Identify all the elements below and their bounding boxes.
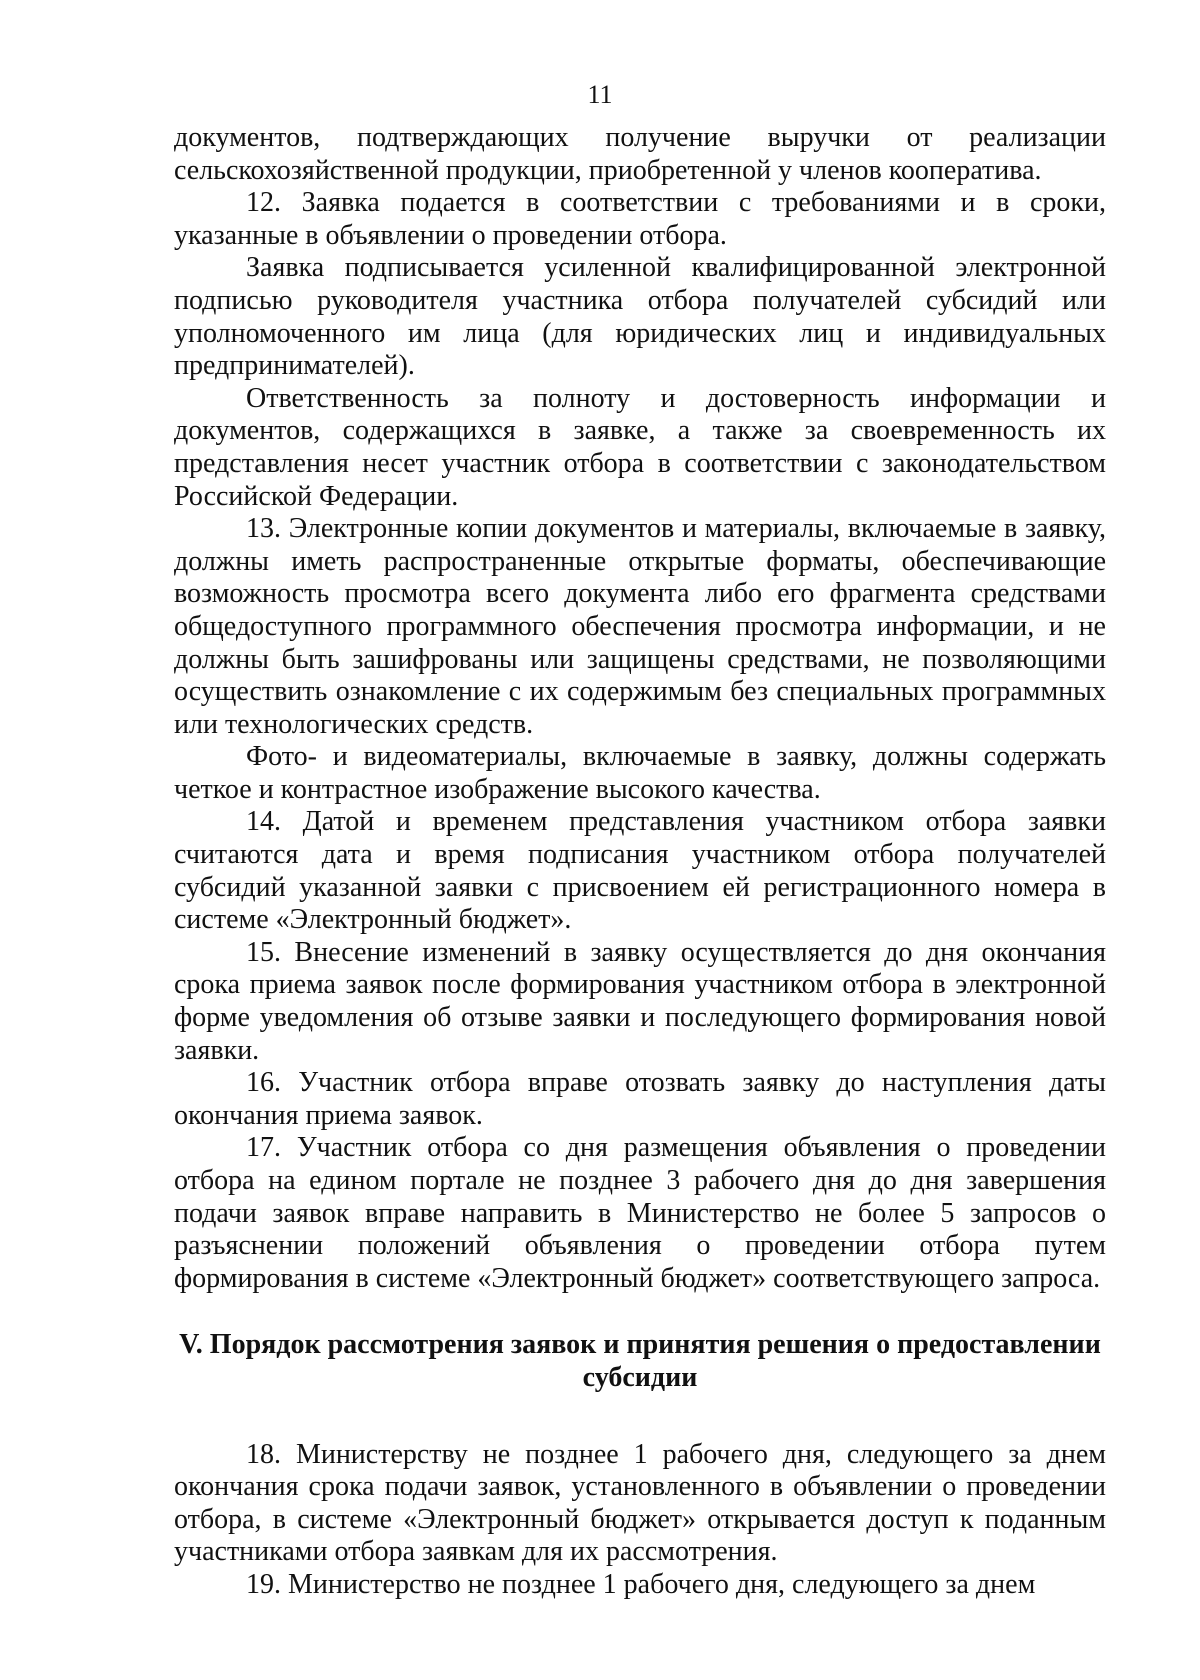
paragraph-continuation: документов, подтверждающих получение выручки от реализации сельскохозяйственной продукции, приобретенной у членов кооператива. bbox=[174, 122, 1106, 186]
paragraph-15: 15. Внесение изменений в заявку осуществляется до дня окончания срока приема заявок после формирования участником отбора в электронной форме уведомления об отзыве заявки и последующего формирования новой заявки. bbox=[174, 936, 1106, 1066]
paragraph-19: 19. Министерство не позднее 1 рабочего дня, следующего за днем bbox=[246, 1568, 1036, 1600]
paragraph-14: 14. Датой и временем представления участником отбора заявки считаются дата и время подписания участником отбора получателей субсидий указанной заявки с присвоением ей регистрационного номера в системе «Электронный бюджет». bbox=[174, 806, 1106, 936]
paragraph-16: 16. Участник отбора вправе отозвать заявку до наступления даты окончания приема заявок. bbox=[174, 1067, 1106, 1131]
paragraph-18: 18. Министерству не позднее 1 рабочего дня, следующего за днем окончания срока подачи заявок, установленного в объявлении о проведении отбора, в системе «Электронный бюджет» открывается доступ к поданным участниками отбора заявкам для их рассмотрения. bbox=[174, 1438, 1106, 1568]
section-heading: V. Порядок рассмотрения заявок и принятия решения о предоставлении субсидии bbox=[179, 1329, 1101, 1393]
paragraph-17: 17. Участник отбора со дня размещения объявления о проведении отбора на едином портале не позднее 3 рабочего дня до дня завершения подачи заявок вправе направить в Министерство не более 5 запросов о разъяснении положений объявления о проведении отбора путем формирования в системе «Электронный бюджет» соответствующего запроса. bbox=[174, 1132, 1106, 1294]
paragraph-13-media: Фото- и видеоматериалы, включаемые в заявку, должны содержать четкое и контрастное изображение высокого качества. bbox=[174, 741, 1106, 805]
paragraph-12-signature: Заявка подписывается усиленной квалифицированной электронной подписью руководителя участника отбора получателей субсидий или уполномоченного им лица (для юридических лиц и индивидуальных предпринимателей). bbox=[174, 252, 1106, 382]
paragraph-12: 12. Заявка подается в соответствии с требованиями и в сроки, указанные в объявлении о проведении отбора. bbox=[174, 187, 1106, 251]
page-number: 11 bbox=[587, 80, 613, 109]
paragraph-12-responsibility: Ответственность за полноту и достоверность информации и документов, содержащихся в заявке, а также за своевременность их представления несет участник отбора в соответствии с законодательством Российской Федерации. bbox=[174, 382, 1106, 512]
paragraph-13: 13. Электронные копии документов и материалы, включаемые в заявку, должны иметь распространенные открытые форматы, обеспечивающие возможность просмотра всего документа либо его фрагмента средствами общедоступного программного обеспечения просмотра информации, и не должны быть зашифрованы или защищены средствами, не позволяющими осуществить ознакомление с их содержимым без специальных программных или технологических средств. bbox=[174, 513, 1106, 740]
document-body bbox=[174, 122, 1106, 1602]
